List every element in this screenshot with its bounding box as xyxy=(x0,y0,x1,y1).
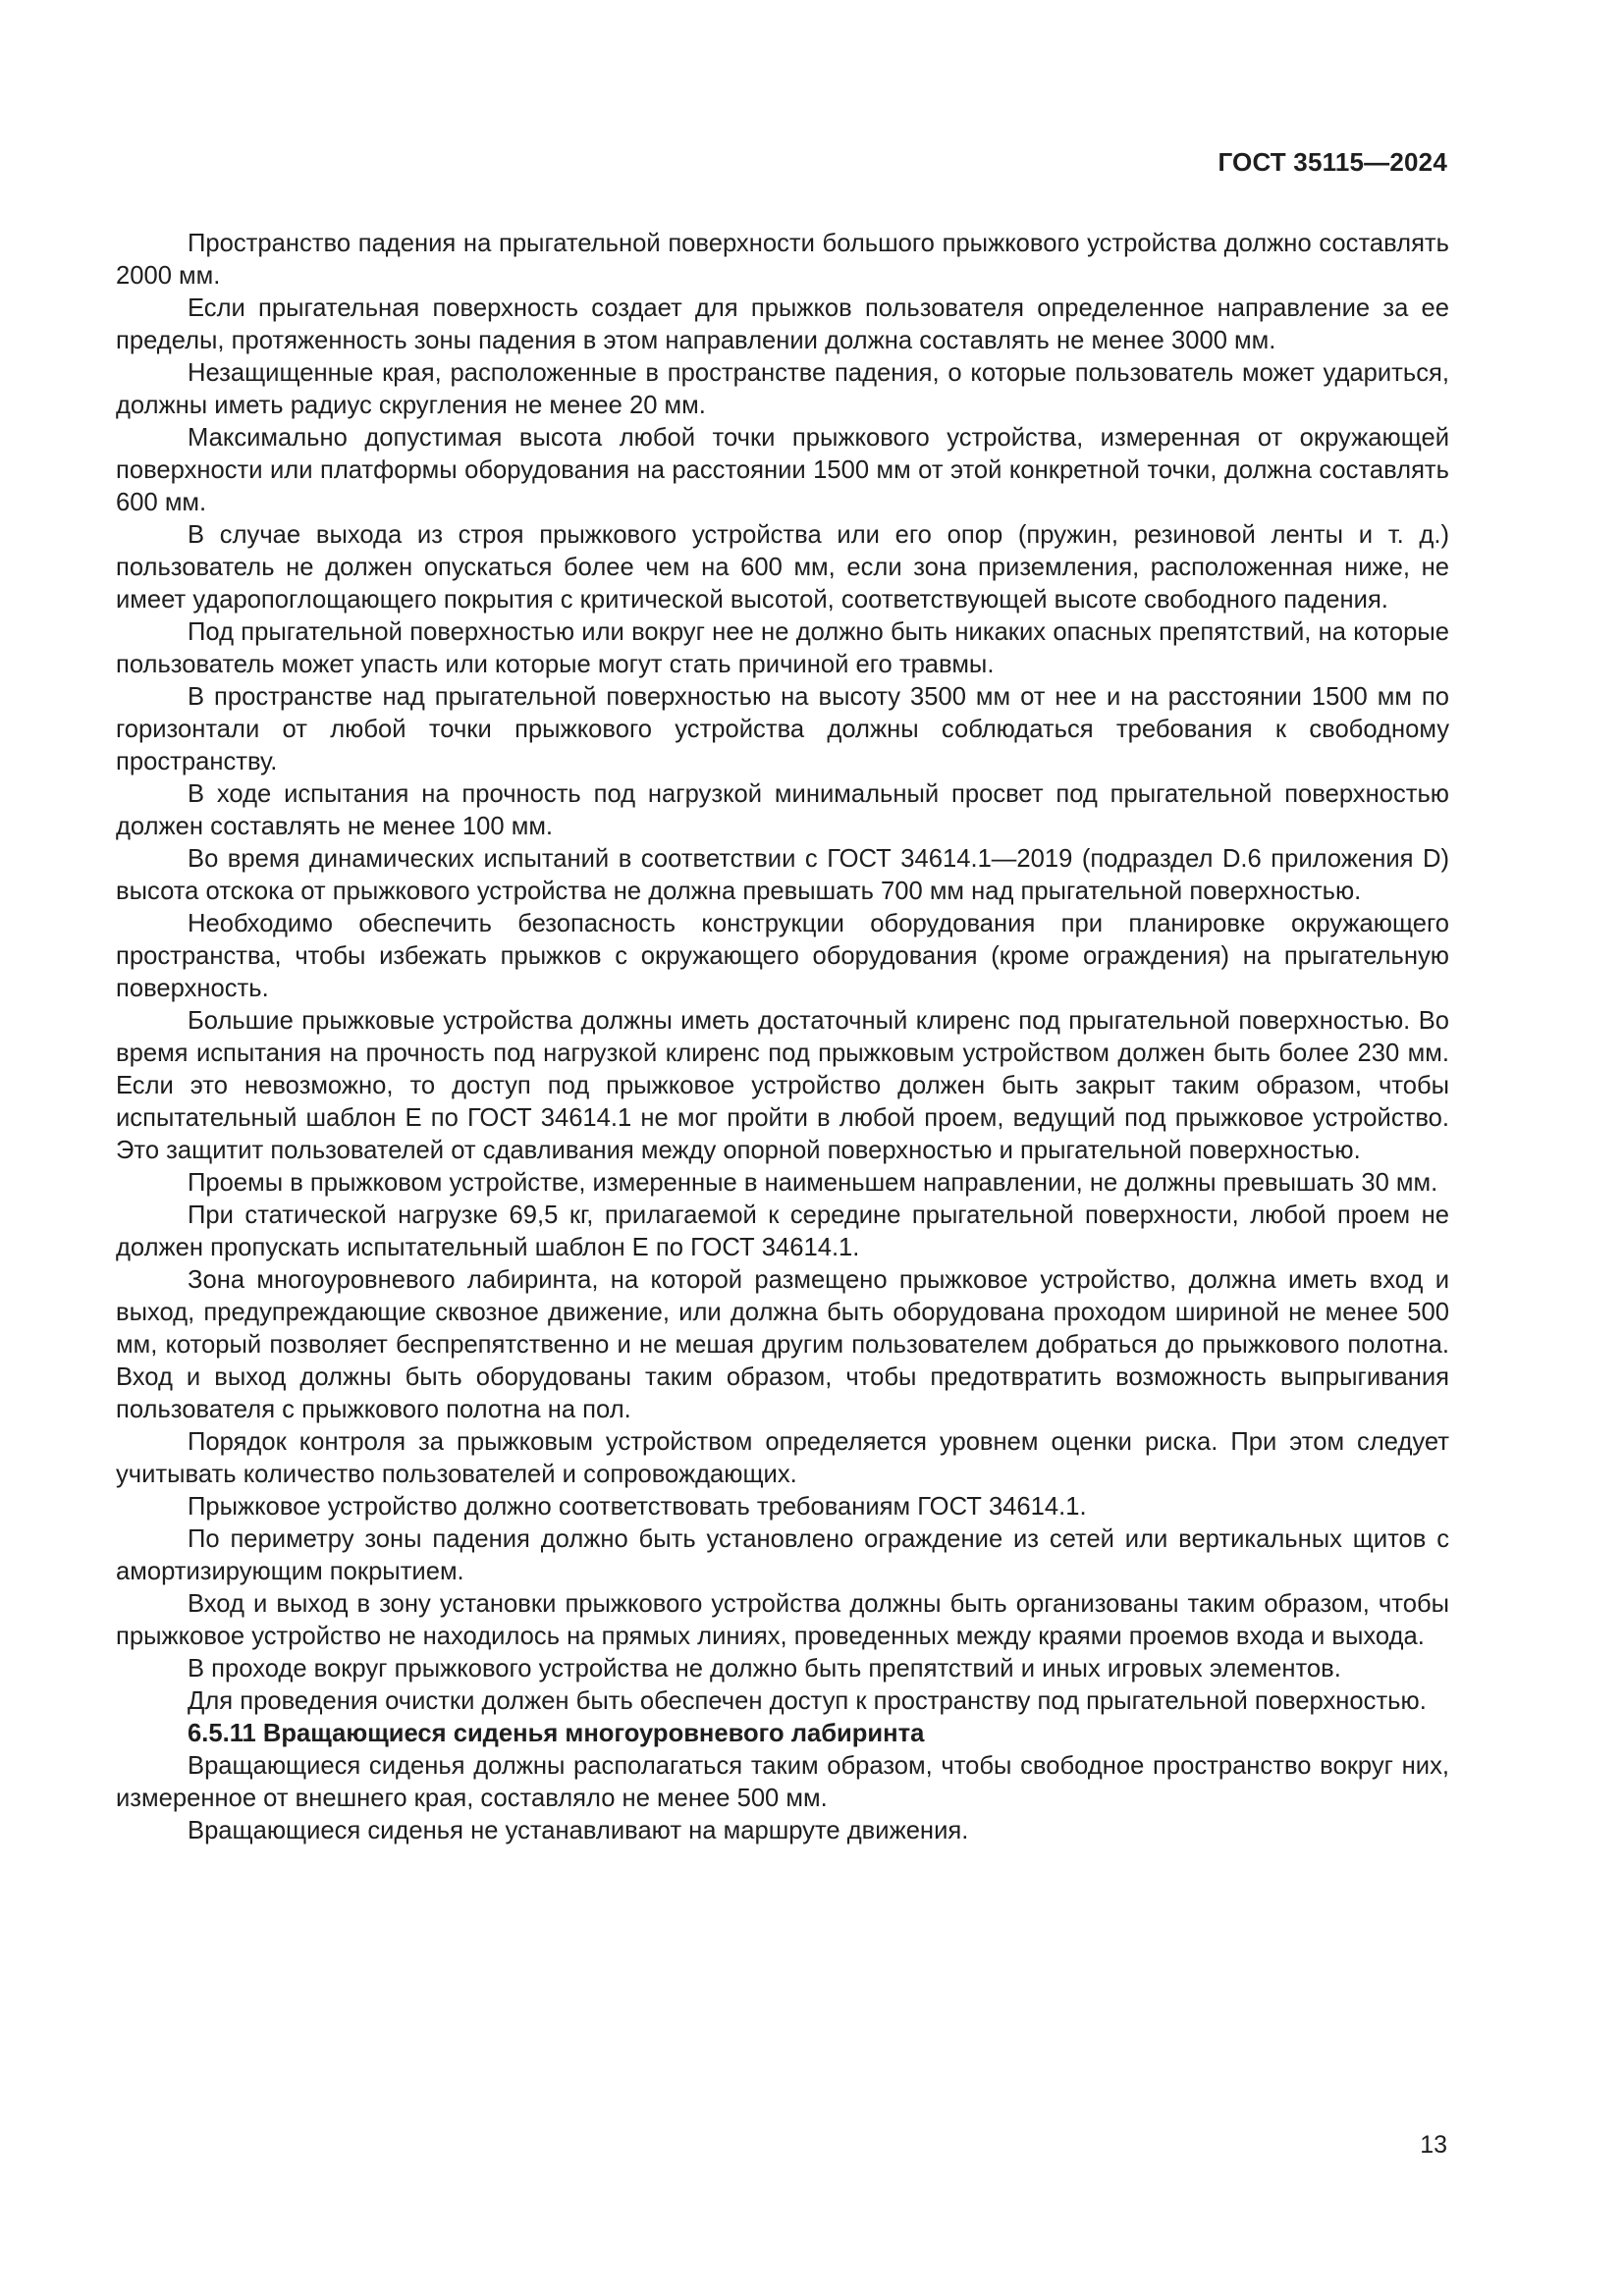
paragraph: По периметру зоны падения должно быть установлено ограждение из сетей или вертикальных щитов с амортизирующим покрытием. xyxy=(116,1525,1449,1585)
paragraph: Максимально допустимая высота любой точки прыжкового устройства, измеренная от окружающей поверхности или платформы оборудования на расстоянии 1500 мм от этой конкретной точки, должна составлять 600 мм. xyxy=(116,424,1449,516)
page-number: 13 xyxy=(1420,2131,1447,2159)
paragraph: Прыжковое устройство должно соответствовать требованиям ГОСТ 34614.1. xyxy=(188,1493,1087,1521)
document-header: ГОСТ 35115—2024 xyxy=(1218,147,1447,177)
paragraph: В случае выхода из строя прыжкового устройства или его опор (пружин, резиновой ленты и т. д.) пользователь не должен опускаться более чем на 600 мм, если зона приземления, расположенная ниже, не имеет ударопоглощающего покрытия с критической высотой, соответствующей высоте свободного падения. xyxy=(116,521,1449,614)
section-paragraph: Вращающиеся сиденья не устанавливают на маршруте движения. xyxy=(188,1817,969,1844)
paragraph: Под прыгательной поверхностью или вокруг нее не должно быть никаких опасных препятствий, на которые пользователь может упасть или которые могут стать причиной его травмы. xyxy=(116,618,1449,678)
section-heading: 6.5.11 Вращающиеся сиденья многоуровневого лабиринта xyxy=(188,1720,925,1747)
paragraph: Пространство падения на прыгательной поверхности большого прыжкового устройства должно составлять 2000 мм. xyxy=(116,230,1449,290)
paragraph: В проходе вокруг прыжкового устройства не должно быть препятствий и иных игровых элементов. xyxy=(188,1655,1341,1682)
paragraph: При статической нагрузке 69,5 кг, прилагаемой к середине прыгательной поверхности, любой проем не должен пропускать испытательный шаблон Е по ГОСТ 34614.1. xyxy=(116,1201,1449,1261)
paragraph: В ходе испытания на прочность под нагрузкой минимальный просвет под прыгательной поверхностью должен составлять не менее 100 мм. xyxy=(116,780,1449,840)
paragraph: Во время динамических испытаний в соответствии с ГОСТ 34614.1—2019 (подраздел D.6 приложения D) высота отскока от прыжкового устройства не должна превышать 700 мм над прыгательной поверхностью. xyxy=(116,845,1449,905)
paragraph: Если прыгательная поверхность создает для прыжков пользователя определенное направление за ее пределы, протяженность зоны падения в этом направлении должна составлять не менее 3000 мм. xyxy=(116,294,1449,354)
paragraph: В пространстве над прыгательной поверхностью на высоту 3500 мм от нее и на расстоянии 1500 мм по горизонтали от любой точки прыжкового устройства должны соблюдаться требования к свободному пространству. xyxy=(116,683,1449,775)
paragraph: Большие прыжковые устройства должны иметь достаточный клиренс под прыгательной поверхностью. Во время испытания на прочность под нагрузкой клиренс под прыжковым устройством должен быть более 230 мм. Если это невозможно, то доступ под прыжковое устройство должен быть закрыт таким образом, чтобы испытательный шаблон Е по ГОСТ 34614.1 не мог пройти в любой проем, ведущий под прыжковое устройство. Это защитит пользователей от сдавливания между опорной поверхностью и прыгательной поверхностью. xyxy=(116,1007,1449,1164)
paragraph: Зона многоуровневого лабиринта, на которой размещено прыжковое устройство, должна иметь вход и выход, предупреждающие сквозное движение, или должна быть оборудована проходом шириной не менее 500 мм, который позволяет беспрепятственно и не мешая другим пользователем добраться до прыжкового полотна. Вход и выход должны быть оборудованы таким образом, чтобы предотвратить возможность выпрыгивания пользователя с прыжкового полотна на пол. xyxy=(116,1266,1449,1423)
paragraph: Необходимо обеспечить безопасность конструкции оборудования при планировке окружающего пространства, чтобы избежать прыжков с окружающего оборудования (кроме ограждения) на прыгательную поверхность. xyxy=(116,910,1449,1002)
section-paragraph: Вращающиеся сиденья должны располагаться таким образом, чтобы свободное пространство вокруг них, измеренное от внешнего края, составляло не менее 500 мм. xyxy=(116,1752,1449,1812)
paragraph: Вход и выход в зону установки прыжкового устройства должны быть организованы таким образом, чтобы прыжковое устройство не находилось на прямых линиях, проведенных между краями проемов входа и выхода. xyxy=(116,1590,1449,1650)
paragraph: Для проведения очистки должен быть обеспечен доступ к пространству под прыгательной поверхностью. xyxy=(188,1687,1427,1715)
paragraph: Проемы в прыжковом устройстве, измеренные в наименьшем направлении, не должны превышать 30 мм. xyxy=(188,1169,1438,1197)
paragraph: Незащищенные края, расположенные в пространстве падения, о которые пользователь может удариться, должны иметь радиус скругления не менее 20 мм. xyxy=(116,359,1449,419)
paragraph: Порядок контроля за прыжковым устройством определяется уровнем оценки риска. При этом следует учитывать количество пользователей и сопровождающих. xyxy=(116,1428,1449,1488)
document-body xyxy=(116,228,1449,1847)
